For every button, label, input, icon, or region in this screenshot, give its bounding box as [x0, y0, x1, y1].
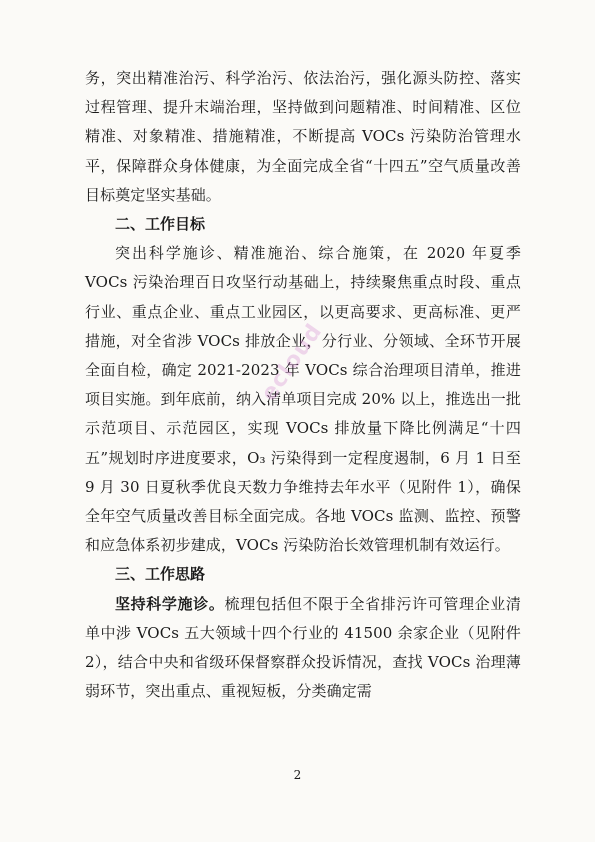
document-body — [85, 64, 521, 706]
paragraph-approach-text: 梳理包括但不限于全省排污许可管理企业清单中涉 VOCs 五大领域十四个行业的 41500 余家企业（见附件 2），结合中央和省级环保督察群众投诉情况，查找 VOCs 治理薄弱环节，突出重点、重视短板，分类确定需 — [85, 594, 521, 701]
paragraph-approach — [85, 590, 521, 707]
section-heading-goals: 二、工作目标 — [115, 215, 206, 234]
page-number: 2 — [293, 768, 302, 782]
paragraph-lead: 坚持科学施诊。 — [115, 594, 225, 613]
paragraph-continuation: 务，突出精准治污、科学治污、依法治污，强化源头防控、落实过程管理、提升末端治理，坚持做到问题精准、时间精准、区位精准、对象精准、措施精准，不断提高 VOCs 污染防治管理水平，保障群众身体健康，为全面完成全省“十四五”空气质量改善目标奠定坚实基础。 — [85, 69, 521, 204]
section-heading-approach: 三、工作思路 — [115, 565, 206, 584]
paragraph-goals: 突出科学施诊、精准施治、综合施策，在 2020 年夏季 VOCs 污染治理百日攻坚行动基础上，持续聚焦重点时段、重点行业、重点企业、重点工业园区，以更高要求、更高标准、更严措施，对全省涉 VOCs 排放企业，分行业、分领域、全环节开展全面自检，确定 2021-2023 年 VOCs 综合治理项目清单，推进项目实施。到年底前，纳入清单项目完成 20% 以上，推选出一批示范项目、示范园区，实现 VOCs 排放量下降比例满足“十四五”规划时序进度要求，O₃ 污染得到一定程度遏制，6 月 1 日至 9 月 30 日夏秋季优良天数力争维持去年水平（见附件 1），确保全年空气质量改善目标全面完成。各地 VOCs 监测、监控、预警和应急体系初步建成，VOCs 污染防治长效管理机制有效运行。 — [85, 244, 521, 555]
watermark: ecloud — [256, 319, 328, 406]
